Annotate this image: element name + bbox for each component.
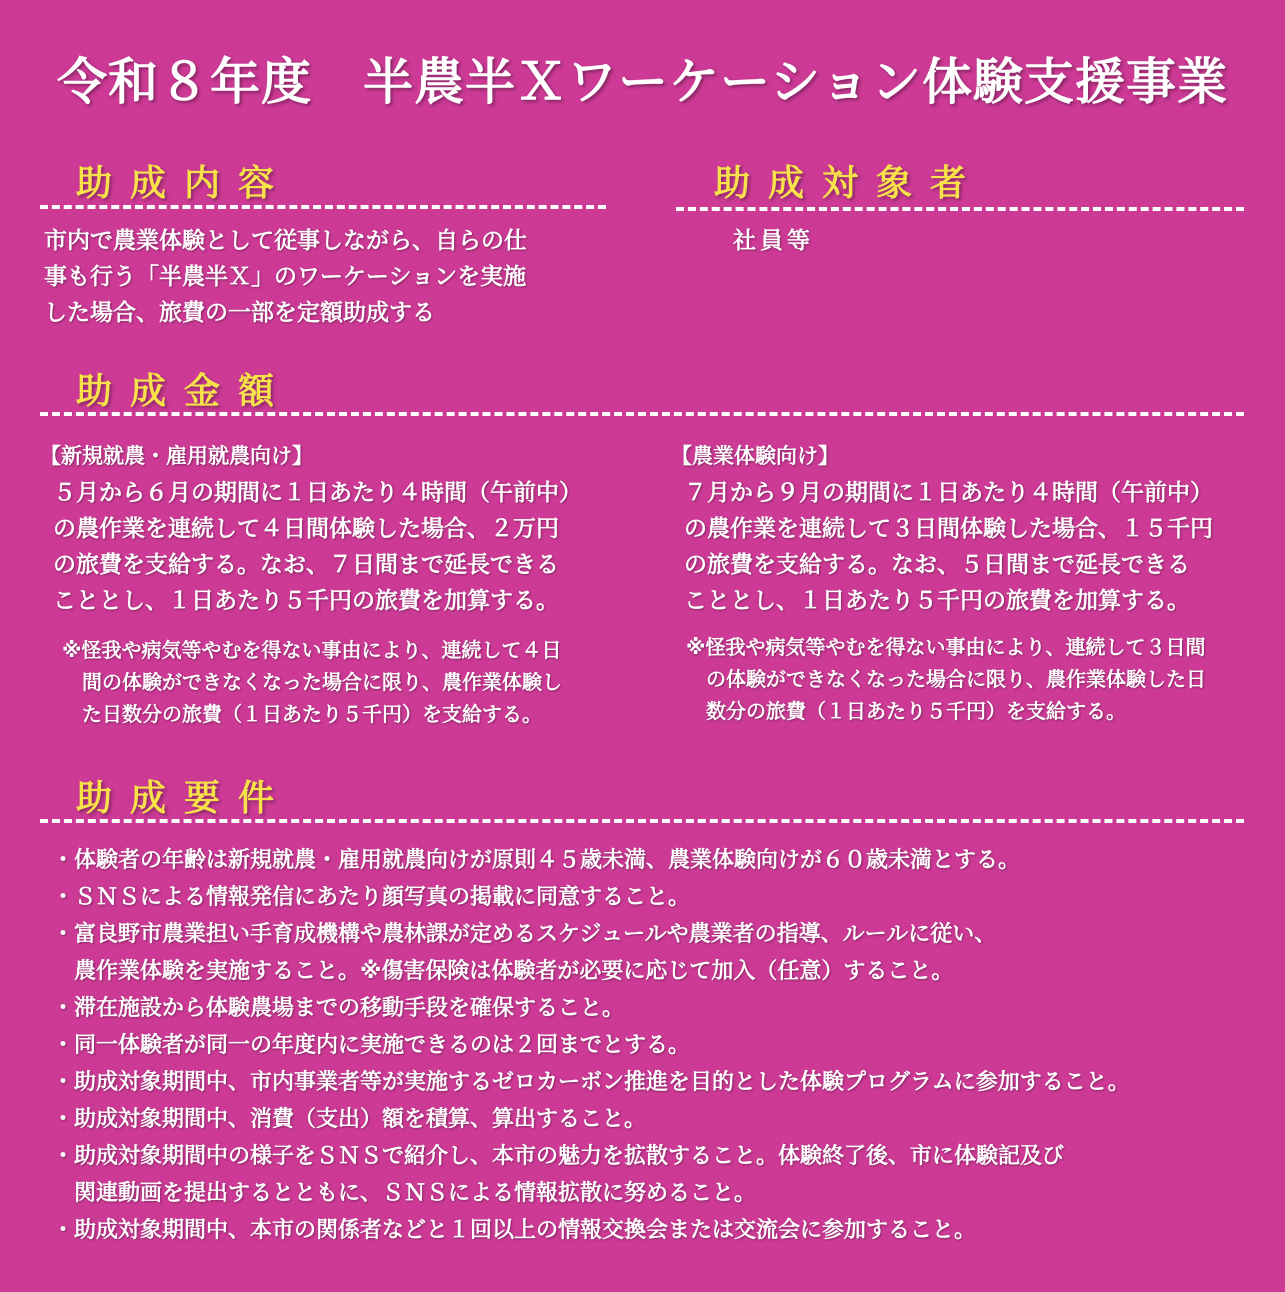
text-line: の旅費を支給する。なお、７日間まで延長できる — [53, 552, 559, 578]
text-line: ７月から９月の期間に１日あたり４時間（午前中） — [684, 480, 1213, 506]
requirements-list — [52, 842, 1130, 1249]
note-line: ※怪我や病気等やむを得ない事由により、連続して３日間 — [686, 635, 1206, 659]
text-line: こととし、１日あたり５千円の旅費を加算する。 — [53, 588, 559, 614]
newfarm-note — [62, 634, 562, 730]
text-line: した場合、旅費の一部を定額助成する — [44, 300, 435, 326]
list-item: ・ＳＮＳによる情報発信にあたり顔写真の掲載に同意すること。 — [52, 885, 691, 910]
list-item: ・助成対象期間中、消費（支出）額を積算、算出すること。 — [52, 1107, 647, 1132]
list-item: 農作業体験を実施すること。※傷害保険は体験者が必要に応じて加入（任意）すること。 — [52, 959, 954, 984]
divider — [40, 412, 1244, 416]
list-item: ・体験者の年齢は新規就農・雇用就農向けが原則４５歳未満、農業体験向けが６０歳未満とする。 — [52, 848, 1021, 873]
text-line: の農作業を連続して３日間体験した場合、１５千円 — [684, 516, 1213, 542]
text-line: の農作業を連続して４日間体験した場合、２万円 — [53, 516, 559, 542]
list-item: ・滞在施設から体験農場までの移動手段を確保すること。 — [52, 996, 625, 1021]
list-item: 関連動画を提出するとともに、ＳＮＳによる情報拡散に努めること。 — [52, 1181, 757, 1206]
text-line: 事も行う「半農半Ｘ」のワーケーションを実施 — [44, 264, 527, 290]
page-title: 令和８年度 半農半Ｘワーケーション体験支援事業 — [57, 53, 1228, 111]
experience-note — [686, 631, 1206, 727]
divider — [676, 207, 1244, 211]
section-heading-amount: 助成金額 — [76, 371, 293, 412]
note-line: 間の体験ができなくなった場合に限り、農作業体験し — [62, 670, 562, 694]
list-item: ・富良野市農業担い手育成機構や農林課が定めるスケジュールや農業者の指導、ルールに従い、 — [52, 922, 997, 947]
note-line: た日数分の旅費（１日あたり５千円）を支給する。 — [62, 702, 542, 726]
list-item: ・助成対象期間中、市内事業者等が実施するゼロカーボン推進を目的とした体験プログラムに参加すること。 — [52, 1070, 1130, 1095]
text-line: ５月から６月の期間に１日あたり４時間（午前中） — [53, 480, 582, 506]
target-description: 社員等 — [733, 228, 814, 254]
list-item: ・同一体験者が同一の年度内に実施できるのは２回までとする。 — [52, 1033, 691, 1058]
divider — [40, 819, 1244, 823]
list-item: ・助成対象期間中の様子をＳＮＳで紹介し、本市の魅力を拡散すること。体験終了後、市に体験記及び — [52, 1144, 1065, 1169]
note-line: 数分の旅費（１日あたり５千円）を支給する。 — [686, 699, 1126, 723]
content-description — [44, 223, 527, 331]
text-line: 市内で農業体験として従事しながら、自らの仕 — [44, 228, 527, 254]
divider — [40, 205, 606, 209]
experience-description — [684, 475, 1213, 619]
list-item: ・助成対象期間中、本市の関係者などと１回以上の情報交換会または交流会に参加すること。 — [52, 1218, 977, 1243]
note-line: の体験ができなくなった場合に限り、農作業体験した日 — [686, 667, 1206, 691]
text-line: こととし、１日あたり５千円の旅費を加算する。 — [684, 588, 1190, 614]
note-line: ※怪我や病気等やむを得ない事由により、連続して４日 — [62, 638, 562, 662]
subheading-newfarm: 【新規就農・雇用就農向け】 — [40, 444, 313, 468]
section-heading-target: 助成対象者 — [714, 163, 985, 204]
newfarm-description — [53, 475, 582, 619]
section-heading-content: 助成内容 — [76, 163, 293, 204]
subheading-experience: 【農業体験向け】 — [671, 444, 839, 468]
text-line: の旅費を支給する。なお、５日間まで延長できる — [684, 552, 1190, 578]
section-heading-requirements: 助成要件 — [76, 778, 293, 819]
